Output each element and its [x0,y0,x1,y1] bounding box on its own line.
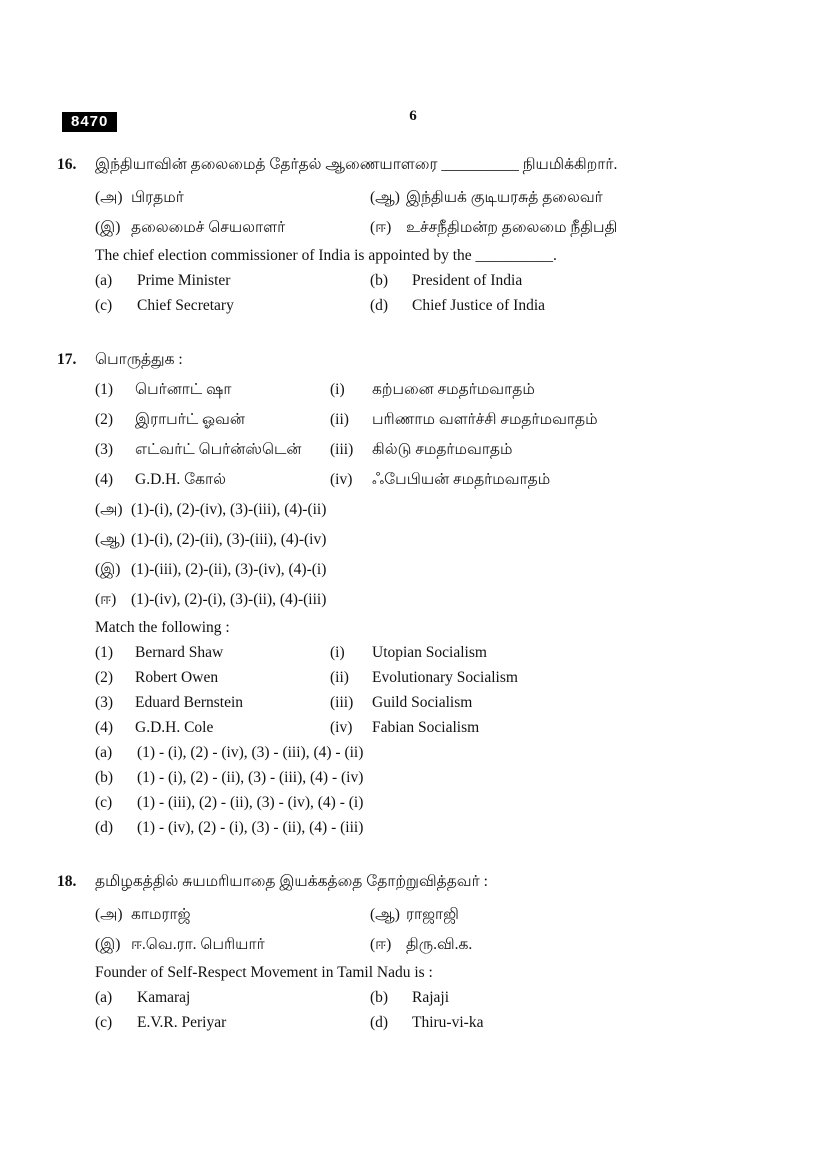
option-text: காமராஜ் [131,906,191,923]
option-label: (d) [370,297,389,314]
answer-combination: (1)-(iii), (2)-(ii), (3)-(iv), (4)-(i) [131,561,327,578]
option-text: ராஜாஜி [406,906,459,923]
match-roman-numeral: (iii) [330,694,354,711]
option-a-english [95,985,370,1010]
option-text: Chief Justice of India [412,297,546,314]
option-label: (இ) [95,561,121,578]
answer-combination: (1)-(i), (2)-(ii), (3)-(iii), (4)-(iv) [131,531,327,548]
question-16 [57,150,768,318]
question-text-english: The chief election commissioner of India is appointed by the __________. [95,247,557,264]
answer-option-tamil [95,585,768,615]
match-item-name: G.D.H. Cole [135,719,214,736]
option-text: உச்சநீதிமன்ற தலைமை நீதிபதி [406,219,618,236]
match-row-english [95,665,768,690]
match-item-value: Guild Socialism [372,694,473,711]
option-label: (ஈ) [370,936,392,953]
answer-option-tamil [95,525,768,555]
match-roman-numeral: (ii) [330,411,349,428]
option-label: (d) [370,1014,389,1031]
option-row [95,183,768,213]
match-item-number: (3) [95,441,114,458]
option-b-tamil [370,183,603,213]
match-row-tamil [95,465,768,495]
option-row [95,900,768,930]
match-item-value: கற்பனை சமதர்மவாதம் [372,381,535,398]
option-text: Rajaji [412,989,450,1006]
option-label: (ஆ) [95,531,125,548]
answer-combination: (1) - (i), (2) - (iv), (3) - (iii), (4) - (ii) [137,744,364,761]
answer-combination: (1)-(i), (2)-(iv), (3)-(iii), (4)-(ii) [131,501,327,518]
match-heading-tamil: பொருத்துக : [95,351,183,368]
option-text: E.V.R. Periyar [137,1014,227,1031]
option-b-english [370,268,522,293]
option-label: (b) [370,989,389,1006]
question-text-tamil: தமிழகத்தில் சுயமரியாதை இயக்கத்தை தோற்றுவித்தவர் : [95,873,488,890]
match-item-name: Bernard Shaw [135,644,224,661]
option-label: (ஆ) [370,189,400,206]
option-label: (b) [370,272,389,289]
match-roman-numeral: (i) [330,381,345,398]
match-roman-numeral: (iv) [330,471,353,488]
option-row [95,213,768,243]
answer-option-tamil [95,555,768,585]
match-item-number: (2) [95,411,114,428]
answer-option-english [95,815,768,840]
option-label: (இ) [95,936,121,953]
match-item-name: Robert Owen [135,669,219,686]
match-heading-english: Match the following : [95,619,230,636]
question-17 [57,345,768,840]
option-d-tamil [370,930,472,960]
option-row [95,930,768,960]
option-text: திரு.வி.க. [406,936,473,953]
option-label: (c) [95,297,113,314]
match-item-value: Evolutionary Socialism [372,669,518,686]
option-text: இந்தியக் குடியரசுத் தலைவர் [406,189,603,206]
option-row [95,293,768,318]
option-label: (அ) [95,189,123,206]
option-row [95,985,768,1010]
answer-combination: (1) - (iv), (2) - (i), (3) - (ii), (4) - (iii) [137,819,364,836]
match-roman-numeral: (i) [330,644,345,661]
question-18 [57,867,768,1035]
match-row-english [95,715,768,740]
option-label: (b) [95,769,114,786]
option-text: ஈ.வெ.ரா. பெரியார் [131,936,265,953]
option-c-tamil [95,930,370,960]
option-label: (ஈ) [370,219,392,236]
option-label: (a) [95,744,113,761]
question-number: 18. [57,873,77,890]
answer-option-tamil [95,495,768,525]
option-c-english [95,293,370,318]
option-a-tamil [95,900,370,930]
match-item-name: G.D.H. கோல் [135,471,226,488]
match-row-english [95,640,768,665]
match-item-number: (1) [95,381,114,398]
question-body [95,867,768,1035]
answer-combination: (1)-(iv), (2)-(i), (3)-(ii), (4)-(iii) [131,591,327,608]
option-a-tamil [95,183,370,213]
option-text: Thiru-vi-ka [412,1014,484,1031]
page-number: 6 [409,108,417,124]
match-roman-numeral: (iv) [330,719,353,736]
match-item-number: (2) [95,669,114,686]
question-body [95,150,768,318]
answer-option-english [95,765,768,790]
answer-combination: (1) - (iii), (2) - (ii), (3) - (iv), (4) - (i) [137,794,364,811]
option-label: (ஈ) [95,591,117,608]
option-label: (இ) [95,219,121,236]
question-number: 16. [57,156,77,173]
option-a-english [95,268,370,293]
option-b-tamil [370,900,459,930]
option-text: Chief Secretary [137,297,234,314]
option-label: (a) [95,272,113,289]
answer-option-english [95,790,768,815]
option-label: (ஆ) [370,906,400,923]
option-label: (அ) [95,501,123,518]
match-row-tamil [95,405,768,435]
question-number: 17. [57,351,77,368]
question-text-english: Founder of Self-Respect Movement in Tamil Nadu is : [95,964,433,981]
option-b-english [370,985,449,1010]
match-item-name: இராபர்ட் ஓவன் [135,411,245,428]
exam-code-badge: 8470 [62,112,117,132]
option-label: (c) [95,794,113,811]
match-item-name: எட்வர்ட் பெர்ன்ஸ்டென் [135,441,302,458]
match-item-value: பரிணாம வளர்ச்சி சமதர்மவாதம் [372,411,598,428]
option-label: (a) [95,989,113,1006]
option-text: பிரதமர் [131,189,184,206]
option-c-tamil [95,213,370,243]
match-item-number: (4) [95,471,114,488]
option-text: Prime Minister [137,272,231,289]
option-label: (d) [95,819,114,836]
option-text: Kamaraj [137,989,191,1006]
match-item-number: (4) [95,719,114,736]
match-roman-numeral: (iii) [330,441,354,458]
match-item-value: Utopian Socialism [372,644,487,661]
page-content [57,150,768,1062]
option-c-english [95,1010,370,1035]
question-text-tamil: இந்தியாவின் தலைமைத் தேர்தல் ஆணையாளரை __________ நியமிக்கிறார். [95,156,618,173]
question-body [95,345,768,840]
option-label: (அ) [95,906,123,923]
answer-combination: (1) - (i), (2) - (ii), (3) - (iii), (4) - (iv) [137,769,364,786]
match-item-value: ஃபேபியன் சமதர்மவாதம் [372,471,551,488]
option-row [95,268,768,293]
match-item-name: பெர்னாட் ஷா [135,381,232,398]
match-item-name: Eduard Bernstein [135,694,244,711]
answer-option-english [95,740,768,765]
option-d-english [370,1010,483,1035]
match-row-english [95,690,768,715]
option-text: தலைமைச் செயலாளர் [131,219,286,236]
option-label: (c) [95,1014,113,1031]
match-item-value: Fabian Socialism [372,719,480,736]
option-text: President of India [412,272,523,289]
match-roman-numeral: (ii) [330,669,349,686]
option-row [95,1010,768,1035]
match-row-tamil [95,375,768,405]
match-item-number: (1) [95,644,114,661]
match-item-value: கில்டு சமதர்மவாதம் [372,441,513,458]
option-d-english [370,293,545,318]
match-item-number: (3) [95,694,114,711]
match-row-tamil [95,435,768,465]
option-d-tamil [370,213,617,243]
